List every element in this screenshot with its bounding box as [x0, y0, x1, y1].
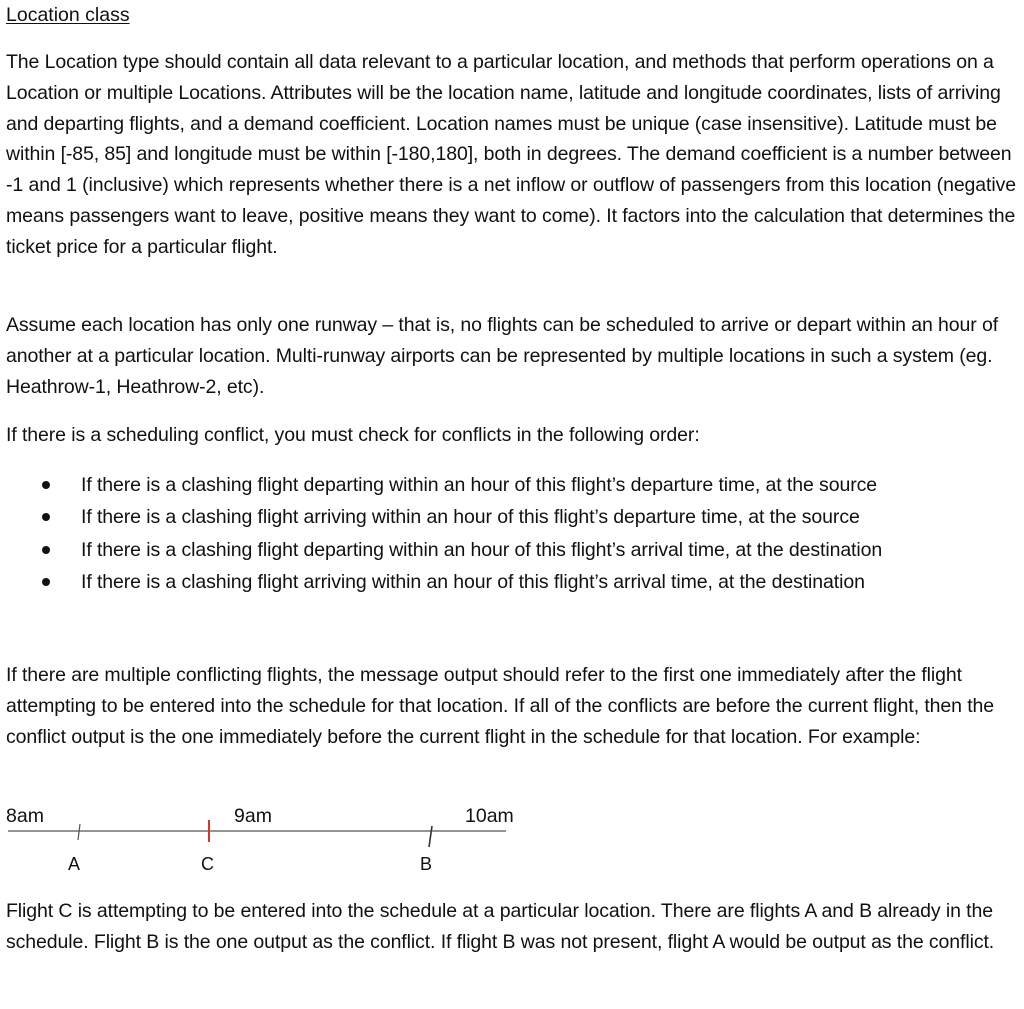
time-label-10am: 10am — [465, 805, 514, 827]
bullet-icon — [42, 546, 50, 554]
flight-label-b: B — [420, 854, 433, 874]
bullet-icon — [42, 513, 50, 521]
time-label-9am: 9am — [234, 805, 272, 827]
list-item — [6, 469, 1018, 501]
section-heading: Location class — [6, 4, 130, 26]
list-item-text: If there is a clashing flight departing within an hour of this flight’s departure time, at the source — [81, 474, 877, 496]
timeline-tick-a — [78, 824, 80, 840]
paragraph-runway: Assume each location has only one runway – that is, no flights can be scheduled to arrive or depart within an hour of another at a particular location. Multi-runway airports can be represented by multiple locations in such a system (eg. Heathrow-1, Heathrow-2, etc). — [6, 314, 999, 398]
paragraph-conflict-intro: If there is a scheduling conflict, you must check for conflicts in the following order: — [6, 424, 700, 446]
timeline-tick-b — [429, 826, 432, 847]
list-item — [6, 534, 1018, 566]
flight-label-a: A — [68, 854, 81, 874]
list-item-text: If there is a clashing flight arriving within an hour of this flight’s departure time, at the source — [81, 506, 860, 529]
list-item-text: If there is a clashing flight arriving within an hour of this flight’s arrival time, at the destination — [81, 571, 865, 594]
time-label-8am: 8am — [6, 805, 44, 827]
timeline-diagram — [6, 800, 526, 880]
list-item — [6, 566, 1018, 598]
flight-label-c: C — [201, 854, 214, 874]
list-item — [6, 501, 1018, 533]
bullet-icon — [42, 481, 50, 489]
bullet-icon — [42, 578, 50, 586]
paragraph-example-explanation: Flight C is attempting to be entered into the schedule at a particular location. There are flights A and B already in the schedule. Flight B is the one output as the conflict. If flight B was not present, flight A would be output as the conflict. — [6, 900, 995, 953]
conflict-order-list — [6, 469, 1018, 599]
paragraph-attributes: The Location type should contain all data relevant to a particular location, and methods that perform operations on a Location or multiple Locations. Attributes will be the location name, latitude and longitude coordinates, lists of arriving and departing flights, and a demand coefficient. Location names must be unique (case insensitive). Latitude must be within [-85, 85] and longitude must be within [-180,180], both in degrees. The demand coefficient is a number between -1 and 1 (inclusive) which represents whether there is a net inflow or outflow of passengers from this location (negative means passengers want to leave, positive means they want to come). It factors into the calculation that determines the ticket price for a particular flight. — [6, 51, 1016, 258]
paragraph-multiple-conflicts: If there are multiple conflicting flights, the message output should refer to the first one immediately after the flight attempting to be entered into the schedule for that location. If all of the conflicts are before the current flight, then the conflict output is the one immediately before the current flight in the schedule for that location. For example: — [6, 664, 995, 748]
list-item-text: If there is a clashing flight departing within an hour of this flight’s arrival time, at the destination — [81, 538, 883, 561]
